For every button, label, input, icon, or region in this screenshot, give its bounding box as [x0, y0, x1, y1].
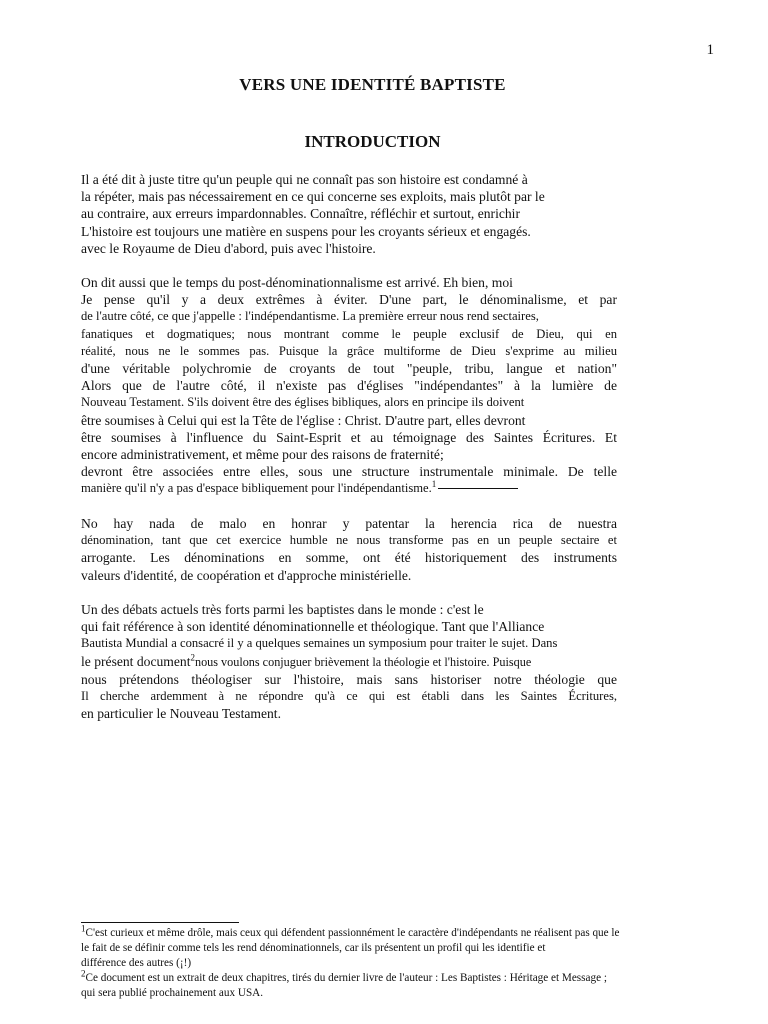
footnote-marker: 1: [81, 923, 86, 934]
footnote-text: le fait de se définir comme tels les rend dénominationnels, car ils présentent un profil qui les identifie et: [81, 942, 546, 954]
text-line: Nouveau Testament. S'ils doivent être des églises bibliques, alors en principe ils doivent: [81, 395, 525, 410]
page-number: 1: [706, 42, 714, 58]
text-line: la répéter, mais pas nécessairement en ce qui concerne ses exploits, mais plutôt par le: [81, 189, 545, 205]
footnote-1: [81, 923, 685, 941]
footnotes: [81, 923, 685, 1001]
text-line-content: nous voulons conjuguer brièvement la théologie et l'histoire. Puisque: [194, 654, 532, 669]
footnote-text: C'est curieux et même drôle, mais ceux qui défendent passionnément le caractère d'indépendants ne réalisent pas que le: [85, 927, 620, 939]
text-line: [81, 653, 617, 671]
paragraph-3: [81, 515, 617, 584]
footnote-text: Ce document est un extrait de deux chapitres, tirés du dernier livre de l'auteur : Les Baptistes : Héritage et Message ;: [85, 972, 607, 984]
text-line: être soumises à Celui qui est la Tête de l'église : Christ. D'autre part, elles devront: [81, 412, 526, 428]
text-line: fanatiques et dogmatiques; nous montrant comme le peuple exclusif de Dieu, qui en: [81, 326, 617, 341]
text-line: qui fait référence à son identité dénominationnelle et théologique. Tant que l'Alliance: [81, 619, 545, 635]
text-line: en particulier le Nouveau Testament.: [81, 706, 281, 722]
paragraph-4: [81, 601, 617, 722]
footnote-text: différence des autres (¡!): [81, 957, 192, 969]
text-line: dénomination, tant que cet exercice humble ne nous transforme pas en un peuple sectaire et: [81, 533, 617, 548]
paragraph-2: [81, 274, 617, 498]
footnote-text: qui sera publié prochainement aux USA.: [81, 987, 264, 999]
text-line: avec le Royaume de Dieu d'abord, puis avec l'histoire.: [81, 240, 376, 256]
text-line: réalité, nous ne le sommes pas. Puisque la grâce multiforme de Dieu s'exprime au milieu: [81, 343, 617, 358]
text-line-content: manière qu'il n'y a pas d'espace bibliquement pour l'indépendantisme.: [81, 481, 432, 496]
text-line: L'histoire est toujours une matière en suspens pour les croyants sérieux et engagés.: [81, 223, 531, 239]
footnote-ref-1[interactable]: 1: [431, 479, 437, 490]
text-line: On dit aussi que le temps du post-dénominationnalisme est arrivé. Eh bien, moi: [81, 275, 513, 290]
text-line: [81, 480, 617, 497]
underline-rule: [438, 488, 518, 489]
text-line: Il a été dit à juste titre qu'un peuple qui ne connaît pas son histoire est condamné à: [81, 172, 528, 187]
text-line: valeurs d'identité, de coopération et d'approche ministérielle.: [81, 567, 412, 583]
text-line: encore administrativement, et même pour des raisons de fraternité;: [81, 447, 444, 463]
text-line: Bautista Mundial a consacré il y a quelques semaines un symposium pour traiter le sujet. Dans: [81, 636, 558, 651]
text-line: Je pense qu'il y a deux extrêmes à éviter. D'une part, le dénominalisme, et par: [81, 292, 617, 308]
text-line: de l'autre côté, ce que j'appelle : l'indépendantisme. La première erreur nous rend sectaires,: [81, 309, 539, 324]
text-line: nous prétendons théologiser sur l'histoire, mais sans historiser notre théologie que: [81, 671, 617, 687]
text-line: être soumises à l'influence du Saint-Esprit et au témoignage des Saintes Écritures. Et: [81, 429, 617, 445]
text-line: Il cherche ardemment à ne répondre qu'à ce qui est établi dans les Saintes Écritures,: [81, 689, 617, 704]
text-line: Un des débats actuels très forts parmi les baptistes dans le monde : c'est le: [81, 602, 484, 617]
footnote-2: [81, 968, 685, 986]
section-heading: INTRODUCTION: [304, 132, 441, 151]
text-line-content: le présent document: [81, 653, 191, 669]
text-line: Alors que de l'autre côté, il n'existe pas d'églises "indépendantes" à la lumière de: [81, 378, 617, 394]
document-title: VERS UNE IDENTITÉ BAPTISTE: [239, 75, 506, 94]
footnote-ref-2[interactable]: 2: [190, 652, 195, 663]
text-line: d'une véritable polychromie de croyants de tout "peuple, tribu, langue et nation": [81, 361, 617, 377]
text-line: arrogante. Les dénominations en somme, ont été historiquement des instruments: [81, 550, 617, 566]
footnote-marker: 2: [81, 968, 86, 979]
text-line: au contraire, aux erreurs impardonnables. Connaître, réfléchir et surtout, enrichir: [81, 206, 520, 222]
text-line: devront être associées entre elles, sous une structure instrumentale minimale. De telle: [81, 464, 617, 480]
text-line: No hay nada de malo en honrar y patentar la herencia rica de nuestra: [81, 516, 617, 531]
paragraph-1: [81, 171, 617, 257]
footnote-separator: [81, 922, 239, 923]
